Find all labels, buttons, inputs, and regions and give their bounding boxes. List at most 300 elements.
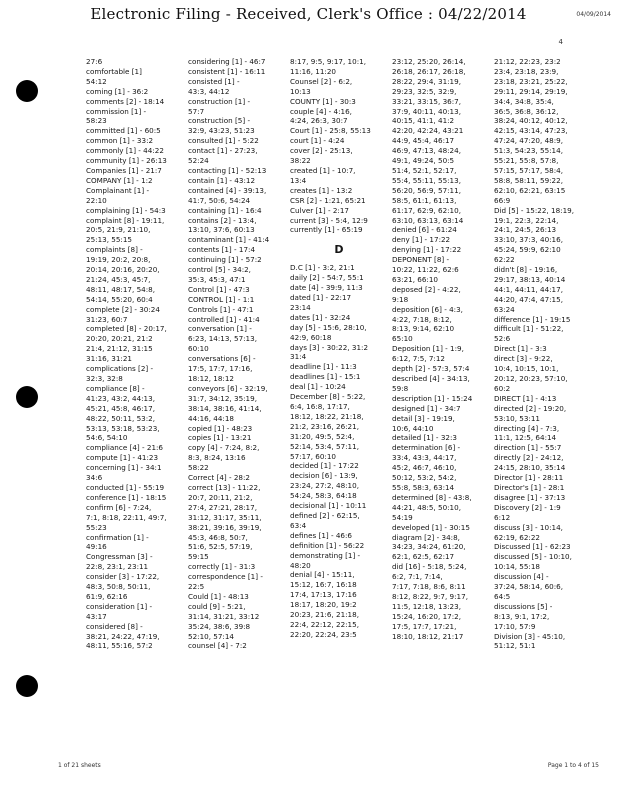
index-entry-line: 10:6, 44:10 <box>392 423 434 433</box>
index-entry-line: direct [3] - 9:22, <box>494 354 553 364</box>
index-entry-line: 22:5 <box>188 582 205 592</box>
index-entry-line: Congressman [3] - <box>86 552 153 562</box>
punch-hole-top <box>16 80 38 102</box>
index-entry-line: 40:15, 41:1, 41:2 <box>392 116 455 126</box>
index-entry-line: 38:14, 38:16, 41:14, <box>188 403 262 413</box>
index-entry-line: conference [1] - 18:15 <box>86 492 167 502</box>
index-entry-line: 48:20 <box>290 560 311 570</box>
index-entry-line: 23:18, 23:21, 25:22, <box>494 76 568 86</box>
index-entry-line: 58:23 <box>86 116 107 126</box>
index-entry-line: consider [3] - 17:22, <box>86 572 160 582</box>
index-entry-line: directing [4] - 7:3, <box>494 423 560 433</box>
index-entry-line: decision [6] - 13:9, <box>290 471 358 481</box>
index-entry-line: 46:9, 47:13, 48:24, <box>392 146 461 156</box>
index-entry-line: 19:1, 22:3, 22:14, <box>494 215 559 225</box>
index-entry-line: 44:1, 44:11, 44:17, <box>494 284 563 294</box>
index-entry-line: 29:23, 32:5, 32:9, <box>392 86 457 96</box>
index-entry-line: 55:21, 55:8, 57:8, <box>494 156 559 166</box>
index-entry-line: compute [1] - 41:23 <box>86 453 159 463</box>
index-entry-line: 59:8 <box>392 383 409 393</box>
index-entry-line: 52:14, 53:4, 57:11, <box>290 441 359 451</box>
index-entry-line: Culver [1] - 2:17 <box>290 205 349 215</box>
index-entry-line: 58:5, 61:1, 61:13, <box>392 195 457 205</box>
index-entry-line: consulted [1] - 5:22 <box>188 136 259 146</box>
index-entry-line: 23:12, 25:20, 26:14, <box>392 57 466 66</box>
index-entry-line: days [3] - 30:22, 31:2 <box>290 342 369 352</box>
punch-hole-middle <box>16 386 38 408</box>
index-entry-line: 42:20, 42:24, 43:21 <box>392 126 464 136</box>
index-entry-line: comments [2] - 18:14 <box>86 96 165 106</box>
index-entry-line: Discovery [2] - 1:9 <box>494 502 561 512</box>
index-entry-line: 54:14, 55:20, 60:4 <box>86 294 153 304</box>
index-entry-line: 32:9, 43:23, 51:23 <box>188 126 255 136</box>
index-entry-line: D.C [1] - 3:2, 21:1 <box>290 263 355 273</box>
index-entry-line: date [4] - 39:9, 11:3 <box>290 283 363 293</box>
index-entry-line: contained [4] - 39:13, <box>188 185 267 195</box>
index-entry-line: deposed [2] - 4:22, <box>392 284 461 294</box>
index-entry-line: Direct [1] - 3:3 <box>494 344 547 354</box>
index-entry-line: 48:11, 55:16, 57:2 <box>86 641 153 651</box>
index-entry-line: difficult [1] - 51:22, <box>494 324 564 334</box>
index-entry-line: 38:21, 24:22, 47:19, <box>86 631 160 641</box>
index-entry-line: depth [2] - 57:3, 57:4 <box>392 364 470 374</box>
index-entry-line: 17:5, 17:7, 17:21, <box>392 621 457 631</box>
index-entry-line: 54:6, 54:10 <box>86 433 128 443</box>
index-entry-line: 60:10 <box>188 344 209 354</box>
index-entry-line: described [4] - 34:13, <box>392 374 470 383</box>
index-entry-line: 57:17, 60:10 <box>290 451 336 461</box>
index-entry-line: discussions [5] - <box>494 601 553 611</box>
index-entry-line: continuing [1] - 57:2 <box>188 255 262 265</box>
index-entry-line: 45:3, 46:8, 50:7, <box>188 532 248 542</box>
index-entry-line: couple [4] - 4:16, <box>290 106 352 116</box>
index-entry-line: 8:3, 8:24, 13:16 <box>188 453 246 463</box>
index-entry-line: 17:4, 17:13, 17:16 <box>290 590 357 600</box>
index-entry-line: discuss [3] - 10:14, <box>494 522 563 532</box>
index-entry-line: 34:23, 34:24, 61:20, <box>392 542 466 552</box>
index-entry-line: creates [1] - 13:2 <box>290 185 353 195</box>
index-entry-line: 11:16, 11:20 <box>290 66 336 76</box>
index-entry-line: 23:14 <box>290 302 311 312</box>
index-entry-line: CSR [2] - 1:21, 65:21 <box>290 195 366 205</box>
index-entry-line: decided [1] - 17:22 <box>290 461 359 471</box>
index-entry-line: 61:17, 62:9, 62:10, <box>392 205 461 215</box>
index-entry-line: 62:10, 62:21, 63:15 <box>494 185 566 195</box>
index-entry-line: 23:24, 27:2, 48:10, <box>290 481 359 491</box>
index-column-1 <box>86 57 184 762</box>
index-entry-line: 21:2, 23:16, 26:21, <box>290 421 359 431</box>
index-entry-line: 6:12 <box>494 512 511 522</box>
index-entry-line: 57:15, 57:17, 58:4, <box>494 165 563 175</box>
index-entry-line: 56:20, 56:9, 57:11, <box>392 185 461 195</box>
index-entry-line: 62:19, 62:22 <box>494 532 540 542</box>
index-entry-line: 57:7 <box>188 106 205 116</box>
word-index-columns <box>86 57 606 762</box>
index-entry-line: 48:3, 50:8, 50:11, <box>86 582 151 592</box>
index-entry-line: 58:22 <box>188 463 209 473</box>
index-entry-line: conversations [6] - <box>188 354 256 364</box>
index-entry-line: conveyors [6] - 32:19, <box>188 383 268 393</box>
index-entry-line: definition [1] - 56:22 <box>290 540 365 550</box>
index-entry-line: decisional [1] - 10:11 <box>290 501 367 511</box>
index-entry-line: 7:1, 8:18, 22:11, 49:7, <box>86 512 167 522</box>
index-entry-line: Complainant [1] - <box>86 185 150 195</box>
index-entry-line: 53:10, 53:11 <box>494 413 540 423</box>
index-entry-line: comfortable [1] <box>86 66 142 76</box>
index-entry-line: 18:17, 18:20, 19:2 <box>290 600 357 610</box>
index-entry-line: 20:23, 21:6, 21:18, <box>290 610 359 620</box>
index-entry-line: 53:13, 53:18, 53:23, <box>86 423 160 433</box>
index-entry-line: 15:24, 16:20, 17:2, <box>392 611 461 621</box>
index-entry-line: 10:4, 10:15, 10:1, <box>494 364 559 374</box>
index-entry-line: containing [1] - 16:4 <box>188 205 262 215</box>
index-entry-line: 28:22, 29:4, 31:19, <box>392 76 461 86</box>
index-entry-line: difference [1] - 19:15 <box>494 314 571 324</box>
index-entry-line: 9:18 <box>392 294 409 304</box>
index-entry-line: complaining [1] - 54:3 <box>86 205 166 215</box>
index-entry-line: 8:13, 9:1, 17:2, <box>494 611 550 621</box>
index-entry-line: currently [1] - 65:19 <box>290 225 363 235</box>
index-entry-line: 58:8, 58:11, 59:22, <box>494 175 563 185</box>
index-entry-line: 33:21, 33:15, 36:7, <box>392 96 461 106</box>
index-entry-line: dated [1] - 22:17 <box>290 293 352 303</box>
index-column-5 <box>494 57 592 762</box>
index-entry-line: 22:8, 23:1, 23:11 <box>86 562 149 572</box>
index-entry-line: 18:10, 18:12, 21:17 <box>392 631 464 641</box>
index-entry-line: dates [1] - 32:24 <box>290 312 351 322</box>
index-entry-line: COMPANY [1] - 1:2 <box>86 175 153 185</box>
index-entry-line: 51:4, 52:1, 52:17, <box>392 165 457 175</box>
index-entry-line: complications [2] - <box>86 364 154 374</box>
index-entry-line: 63:21, 66:10 <box>392 274 438 284</box>
index-entry-line: complaints [8] - <box>86 245 143 255</box>
index-entry-line: 41:7, 50:6, 54:24 <box>188 195 251 205</box>
index-entry-line: 15:12, 16:7, 16:18 <box>290 580 357 590</box>
index-entry-line: 13:10, 37:6, 60:13 <box>188 225 255 235</box>
index-entry-line: considered [8] - <box>86 621 143 631</box>
index-entry-line: commonly [1] - 44:22 <box>86 146 164 156</box>
index-entry-line: 19:19, 20:2, 20:8, <box>86 255 151 265</box>
index-entry-line: 43:17 <box>86 611 107 621</box>
index-entry-line: 6:23, 14:13, 57:13, <box>188 334 257 344</box>
index-entry-line: Director's [1] - 28:1 <box>494 482 565 492</box>
index-entry-line: court [1] - 4:24 <box>290 136 345 146</box>
index-entry-line: could [9] - 5:21, <box>188 601 246 611</box>
index-entry-line: Control [1] - 47:3 <box>188 284 250 294</box>
page-range: Page 1 to 4 of 15 <box>547 762 599 769</box>
index-entry-line: designed [1] - 34:7 <box>392 403 461 413</box>
index-entry-line: 38:21, 39:16, 39:19, <box>188 522 262 532</box>
index-entry-line: 65:10 <box>392 334 413 344</box>
index-entry-line: DEPONENT [8] - <box>392 255 450 265</box>
index-entry-line: 47:24, 47:20, 48:9, <box>494 136 563 146</box>
index-entry-line: 37:24, 58:14, 60:6, <box>494 582 563 592</box>
index-entry-line: 10:13 <box>290 86 311 96</box>
index-entry-line: 20:14, 20:16, 20:20, <box>86 265 160 275</box>
index-entry-line: 51:12, 51:1 <box>494 641 536 651</box>
index-entry-line: 60:2 <box>494 383 511 393</box>
index-entry-line: 55:4, 55:11, 55:13, <box>392 175 461 185</box>
index-entry-line: 18:12, 18:22, 21:18, <box>290 411 364 421</box>
index-entry-line: deadlines [1] - 15:1 <box>290 372 361 382</box>
index-entry-line: construction [5] - <box>188 116 251 126</box>
index-entry-line: 52:10, 57:14 <box>188 631 234 641</box>
index-entry-line: 45:24, 59:9, 62:10 <box>494 245 561 255</box>
index-entry-line: detail [3] - 19:19, <box>392 413 455 423</box>
index-entry-line: 18:12, 18:12 <box>188 374 234 383</box>
index-entry-line: contain [1] - 43:12 <box>188 175 256 185</box>
index-entry-line: compliance [4] - 21:6 <box>86 443 164 453</box>
index-entry-line: 26:18, 26:17, 26:18, <box>392 66 466 76</box>
index-entry-line: 31:16, 31:21 <box>86 354 132 364</box>
index-entry-line: daily [2] - 54:7, 55:1 <box>290 273 364 283</box>
index-entry-line: 41:23, 43:2, 44:13, <box>86 393 155 403</box>
index-entry-line: DIRECT [1] - 4:13 <box>494 393 557 403</box>
index-entry-line: 52:24 <box>188 156 209 166</box>
index-entry-line: deny [1] - 17:22 <box>392 235 451 245</box>
index-entry-line: 21:12, 22:23, 23:2 <box>494 57 561 66</box>
index-entry-line: Did [5] - 15:22, 18:19, <box>494 205 575 215</box>
index-entry-line: 42:9, 60:18 <box>290 332 332 342</box>
index-entry-line: 4:24, 26:3, 30:7 <box>290 116 348 126</box>
index-entry-line: concerning [1] - 34:1 <box>86 463 162 473</box>
index-entry-line: 63:4 <box>290 520 307 530</box>
index-entry-line: confirm [6] - 7:24, <box>86 502 152 512</box>
index-entry-line: 55:23 <box>86 522 107 532</box>
index-entry-line: considering [1] - 46:7 <box>188 57 266 66</box>
index-entry-line: 20:12, 20:23, 57:10, <box>494 374 568 383</box>
index-entry-line: 51:3, 54:23, 55:14, <box>494 146 563 156</box>
index-entry-line: completed [8] - 20:17, <box>86 324 167 334</box>
index-entry-line: 24:15, 28:10, 35:14 <box>494 463 566 473</box>
index-entry-line: Court [1] - 25:8, 55:13 <box>290 126 371 136</box>
index-entry-line: committed [1] - 60:5 <box>86 126 161 136</box>
index-entry-line: confirmation [1] - <box>86 532 149 542</box>
index-entry-line: 31:20, 49:5, 52:4, <box>290 431 355 441</box>
index-entry-line: 37:9, 40:11, 40:13, <box>392 106 461 116</box>
index-entry-line: 43:3, 44:12 <box>188 86 230 96</box>
index-entry-line: Discussed [1] - 62:23 <box>494 542 571 552</box>
index-entry-line: 35:24, 38:6, 39:8 <box>188 621 251 631</box>
index-entry-line: Controls [1] - 47:1 <box>188 304 254 314</box>
index-entry-line: 20:20, 20:21, 21:2 <box>86 334 153 344</box>
index-entry-line: 8:17, 9:5, 9:17, 10:1, <box>290 57 366 66</box>
index-entry-line: 20:5, 21:9, 21:10, <box>86 225 151 235</box>
index-entry-line: 13:4 <box>290 175 307 185</box>
index-entry-line: 21:4, 21:12, 31:15 <box>86 344 153 354</box>
index-entry-line: construction [1] - <box>188 96 251 106</box>
index-entry-line: 33:4, 43:3, 44:17, <box>392 453 457 463</box>
index-entry-line: 24:1, 24:5, 26:13 <box>494 225 557 235</box>
index-entry-line: defined [2] - 62:15, <box>290 510 360 520</box>
index-entry-line: counsel [4] - 7:2 <box>188 641 247 651</box>
index-entry-line: developed [1] - 30:15 <box>392 522 470 532</box>
index-entry-line: 25:13, 55:15 <box>86 235 132 245</box>
index-entry-line: 20:7, 20:11, 21:2, <box>188 492 253 502</box>
index-entry-line: common [1] - 33:2 <box>86 136 154 146</box>
corner-code: 04/09/2014 <box>576 11 611 18</box>
index-entry-line: conversation [1] - <box>188 324 252 334</box>
index-entry-line: 11:5, 12:18, 13:23, <box>392 601 461 611</box>
index-entry-line: 31:12, 31:17, 35:11, <box>188 512 262 522</box>
index-entry-line: 6:12, 7:5, 7:12 <box>392 354 445 364</box>
index-entry-line: Director [1] - 28:11 <box>494 473 564 483</box>
index-entry-line: December [8] - 5:22, <box>290 392 366 402</box>
punch-hole-bottom <box>16 675 38 697</box>
index-entry-line: commission [1] - <box>86 106 147 116</box>
section-letter: D <box>334 243 344 257</box>
index-entry-line: consisted [1] - <box>188 76 240 86</box>
index-entry-line: 8:13, 9:14, 62:10 <box>392 324 455 334</box>
index-entry-line: 44:16, 44:18 <box>188 413 234 423</box>
index-entry-line: directed [2] - 19:20, <box>494 403 567 413</box>
index-entry-line: CONTROL [1] - 1:1 <box>188 294 255 304</box>
index-entry-line: Could [1] - 48:13 <box>188 591 249 601</box>
index-entry-line: 61:9, 62:16 <box>86 591 128 601</box>
index-entry-line: cover [2] - 25:13, <box>290 146 353 156</box>
index-entry-line: 22:4, 22:12, 22:15, <box>290 619 359 629</box>
index-entry-line: 44:21, 48:5, 50:10, <box>392 502 461 512</box>
index-entry-line: deadline [1] - 11:3 <box>290 362 357 372</box>
index-entry-line: 44:9, 45:4, 46:17 <box>392 136 455 146</box>
index-entry-line: 48:11, 48:17, 54:8, <box>86 284 155 294</box>
index-entry-line: 27:4, 27:21, 28:17, <box>188 502 257 512</box>
index-entry-line: 51:6, 52:5, 57:19, <box>188 542 253 552</box>
index-column-4 <box>392 57 490 762</box>
index-entry-line: detailed [1] - 32:3 <box>392 433 457 443</box>
index-entry-line: 55:8, 58:3, 63:14 <box>392 482 455 492</box>
index-entry-line: 6:2, 7:1, 7:14, <box>392 572 443 582</box>
index-entry-line: did [16] - 5:18, 5:24, <box>392 562 467 572</box>
index-entry-line: 6:4, 16:8, 17:17, <box>290 402 350 411</box>
index-entry-line: 10:22, 11:22, 62:6 <box>392 265 459 275</box>
index-entry-line: deposition [6] - 4:3, <box>392 304 463 314</box>
index-entry-line: controlled [1] - 41:4 <box>188 314 260 324</box>
index-entry-line: 34:6 <box>86 473 103 483</box>
index-entry-line: directly [2] - 24:12, <box>494 453 564 463</box>
index-entry-line: 33:10, 37:3, 40:16, <box>494 235 563 245</box>
index-entry-line: contents [1] - 17:4 <box>188 245 256 255</box>
index-entry-line: compliance [8] - <box>86 383 145 393</box>
index-entry-line: 45:21, 45:8, 46:17, <box>86 403 155 413</box>
index-entry-line: demonstrating [1] - <box>290 550 361 560</box>
index-entry-line: 17:10, 57:9 <box>494 621 536 631</box>
index-entry-line: 29:17, 38:13, 40:14 <box>494 274 566 284</box>
index-entry-line: 54:19 <box>392 512 413 522</box>
index-entry-line: 64:5 <box>494 591 511 601</box>
index-entry-line: 23:4, 23:18, 23:9, <box>494 66 559 76</box>
index-entry-line: 32:3, 32:8 <box>86 374 123 383</box>
index-entry-line: 52:6 <box>494 334 511 344</box>
index-entry-line: direction [1] - 55:7 <box>494 443 562 453</box>
index-entry-line: correct [13] - 11:22, <box>188 482 261 492</box>
index-entry-line: denial [4] - 15:11, <box>290 570 355 580</box>
index-entry-line: 34:4, 34:8, 35:4, <box>494 96 554 106</box>
index-entry-line: 62:1, 62:5, 62:17 <box>392 552 455 562</box>
index-entry-line: deal [1] - 10:24 <box>290 382 346 392</box>
index-entry-line: 50:12, 53:2, 54:2, <box>392 473 457 483</box>
index-entry-line: 54:24, 58:3, 64:18 <box>290 491 357 501</box>
index-entry-line: correspondence [1] - <box>188 572 263 582</box>
index-entry-line: 45:2, 46:7, 46:10, <box>392 463 457 473</box>
index-entry-line: Division [3] - 45:10, <box>494 631 566 641</box>
index-entry-line: 48:22, 50:11, 53:2, <box>86 413 155 423</box>
index-entry-line: created [1] - 10:7, <box>290 165 356 175</box>
filing-stamp-header: Electronic Filing - Received, Clerk's Office : 04/22/2014 <box>90 5 527 23</box>
index-entry-line: 27:6 <box>86 57 103 66</box>
index-entry-line: 22:20, 22:24, 23:5 <box>290 629 357 639</box>
index-entry-line: 63:10, 63:13, 63:14 <box>392 215 464 225</box>
index-entry-line: 44:20, 47:4, 47:15, <box>494 294 563 304</box>
index-entry-line: day [5] - 15:6, 28:10, <box>290 322 367 332</box>
index-entry-line: correctly [1] - 31:3 <box>188 562 256 572</box>
index-entry-line: 4:22, 7:18, 8:12, <box>392 314 452 324</box>
index-entry-line: 11:1, 12:5, 64:14 <box>494 433 557 443</box>
sheet-count: 1 of 21 sheets <box>58 762 101 769</box>
index-entry-line: discussion [4] - <box>494 572 549 582</box>
index-entry-line: 7:17, 7:18, 8:6, 8:11 <box>392 582 466 592</box>
index-entry-line: defines [1] - 46:6 <box>290 530 353 540</box>
index-entry-line: contains [2] - 13:4, <box>188 215 257 225</box>
index-entry-line: 59:15 <box>188 552 209 562</box>
index-entry-line: 29:11, 29:14, 29:19, <box>494 86 568 96</box>
index-entry-line: community [1] - 26:13 <box>86 156 167 166</box>
index-entry-line: control [5] - 34:2, <box>188 265 251 275</box>
index-entry-line: 63:24 <box>494 304 515 314</box>
index-entry-line: 36:5, 36:8, 36:12, <box>494 106 559 116</box>
index-entry-line: 31:23, 60:7 <box>86 314 128 324</box>
index-entry-line: consistent [1] - 16:11 <box>188 66 266 76</box>
index-entry-line: disagree [1] - 37:13 <box>494 492 566 502</box>
index-entry-line: 54:12 <box>86 76 107 86</box>
index-entry-line: consideration [1] - <box>86 601 153 611</box>
index-entry-line: 49:1, 49:24, 50:5 <box>392 156 455 166</box>
index-entry-line: copy [4] - 7:24, 8:2, <box>188 443 260 453</box>
index-entry-line: 31:4 <box>290 352 307 362</box>
index-column-2 <box>188 57 286 762</box>
index-entry-line: complete [2] - 30:24 <box>86 304 160 314</box>
index-entry-line: 38:22 <box>290 156 311 166</box>
index-entry-line: 21:24, 45:3, 45:7, <box>86 274 151 284</box>
index-entry-line: description [1] - 15:24 <box>392 393 473 403</box>
index-entry-line: didn't [8] - 19:16, <box>494 265 558 275</box>
index-entry-line: 38:24, 40:12, 40:12, <box>494 116 568 126</box>
index-entry-line: 35:3, 45:3, 47:1 <box>188 274 246 284</box>
index-entry-line: Deposition [1] - 1:9, <box>392 344 464 354</box>
index-entry-line: 31:7, 34:12, 35:19, <box>188 393 257 403</box>
index-entry-line: 22:10 <box>86 195 107 205</box>
index-entry-line: conducted [1] - 55:19 <box>86 482 165 492</box>
index-entry-line: 49:16 <box>86 542 107 552</box>
index-entry-line: Correct [4] - 28:2 <box>188 473 251 483</box>
index-entry-line: contact [1] - 27:23, <box>188 146 258 156</box>
index-entry-line: coming [1] - 36:2 <box>86 86 149 96</box>
index-entry-line: copies [1] - 13:21 <box>188 433 252 443</box>
index-entry-line: 10:14, 55:18 <box>494 562 540 572</box>
corner-mark: 4 <box>558 38 563 46</box>
index-entry-line: 66:9 <box>494 195 511 205</box>
index-entry-line: denying [1] - 17:22 <box>392 245 462 255</box>
index-entry-line: Counsel [2] - 6:2, <box>290 76 353 86</box>
index-entry-line: contacting [1] - 52:13 <box>188 165 267 175</box>
index-entry-line: COUNTY [1] - 30:3 <box>290 96 356 106</box>
index-entry-line: determined [8] - 43:8, <box>392 492 472 502</box>
index-entry-line: complaint [8] - 19:11, <box>86 215 165 225</box>
index-entry-line: denied [6] - 61:24 <box>392 225 457 235</box>
index-entry-line: copied [1] - 48:23 <box>188 423 253 433</box>
index-entry-line: 17:5, 17:7, 17:16, <box>188 364 253 374</box>
index-entry-line: current [3] - 5:4, 12:9 <box>290 215 368 225</box>
